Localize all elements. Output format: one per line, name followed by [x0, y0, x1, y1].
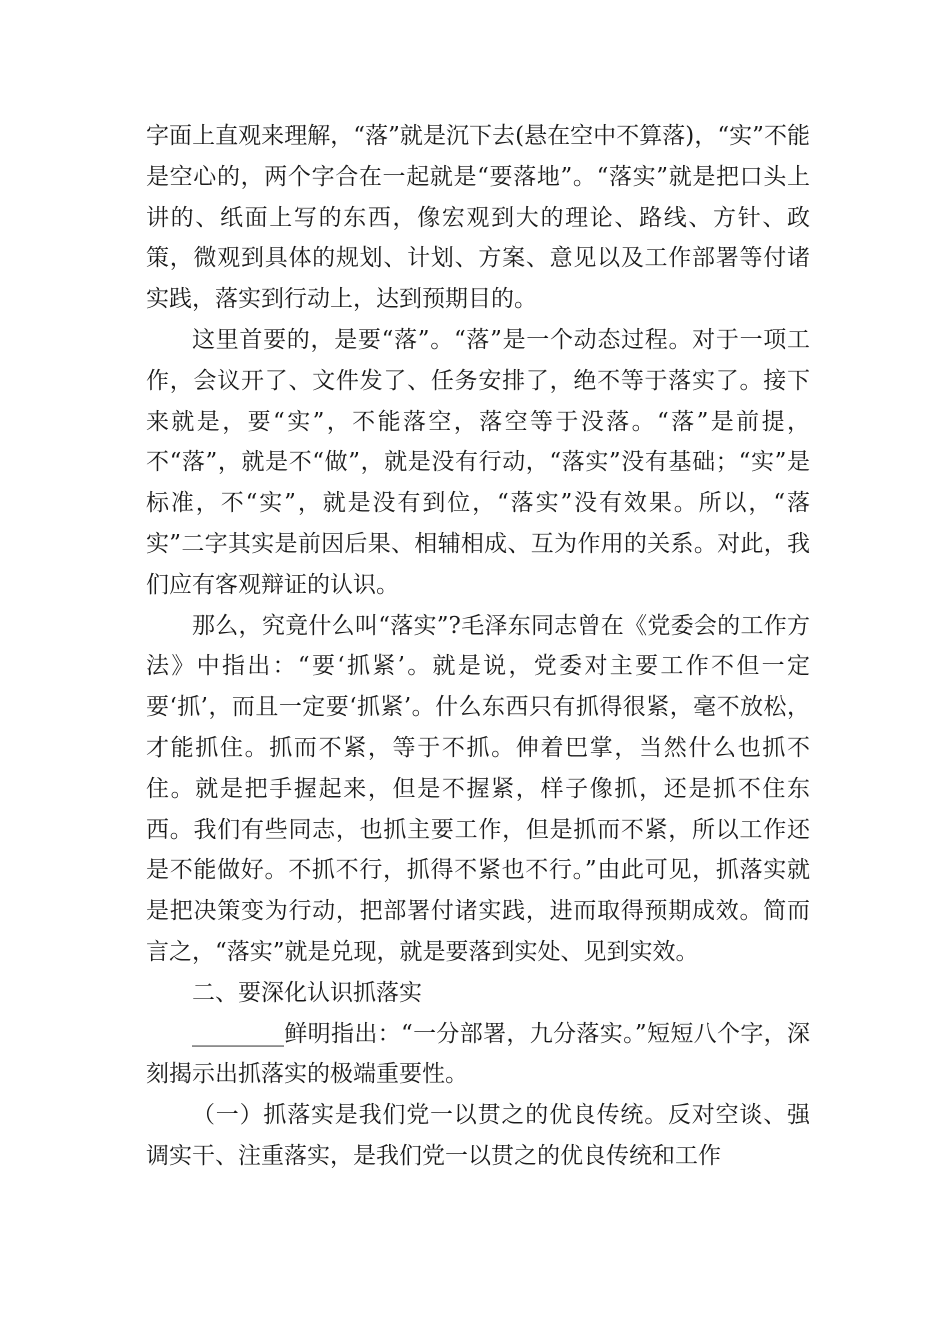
paragraph-literal-meaning: 字面上直观来理解，“落”就是沉下去(悬在空中不算落)，“实”不能是空心的，两个字合在一起就是“要落地”。“落实”就是把口头上讲的、纸面上写的东西，像宏观到大的理论、路线、方针、政策，微观到具体的规划、计划、方案、意见以及工作部署等付诸实践，落实到行动上，达到预期目的。	[146, 123, 810, 313]
section-heading-deepen-understanding: 二、要深化认识抓落实	[192, 979, 422, 1006]
paragraph-luo-first: 这里首要的，是要“落”。“落”是一个动态过程。对于一项工作，会议开了、文件发了、任务安排了，绝不等于落实了。接下来就是，要“实”，不能落空，落空等于没落。“落”是前提，不“落”，就是不“做”，就是没有行动，“落实”没有基础；“实”是标准，不“实”，就是没有到位，“落实”没有效果。所以，“落实”二字其实是前因后果、相辅相成、互为作用的关系。对此，我们应有客观辩证的认识。	[146, 326, 810, 598]
document-body	[146, 116, 810, 1177]
paragraph-deployment-quote: ________鲜明指出：“一分部署，九分落实。”短短八个字，深刻揭示出抓落实的极端重要性。	[146, 1020, 810, 1088]
paragraph-what-is-luoshi: 那么，究竟什么叫“落实”?毛泽东同志曾在《党委会的工作方法》中指出：“要‘抓紧’。就是说，党委对主要工作不但一定要‘抓’，而且一定要‘抓紧’。什么东西只有抓得很紧，毫不放松，才能抓住。抓而不紧，等于不抓。伸着巴掌，当然什么也抓不住。就是把手握起来，但是不握紧，样子像抓，还是抓不住东西。我们有些同志，也抓主要工作，但是抓而不紧，所以工作还是不能做好。不抓不行，抓得不紧也不行。”由此可见，抓落实就是把决策变为行动，把部署付诸实践，进而取得预期成效。简而言之，“落实”就是兑现，就是要落到实处、见到实效。	[146, 612, 810, 965]
paragraph-fine-tradition: （一）抓落实是我们党一以贯之的优良传统。反对空谈、强调实干、注重落实，是我们党一以贯之的优良传统和工作	[146, 1102, 810, 1169]
